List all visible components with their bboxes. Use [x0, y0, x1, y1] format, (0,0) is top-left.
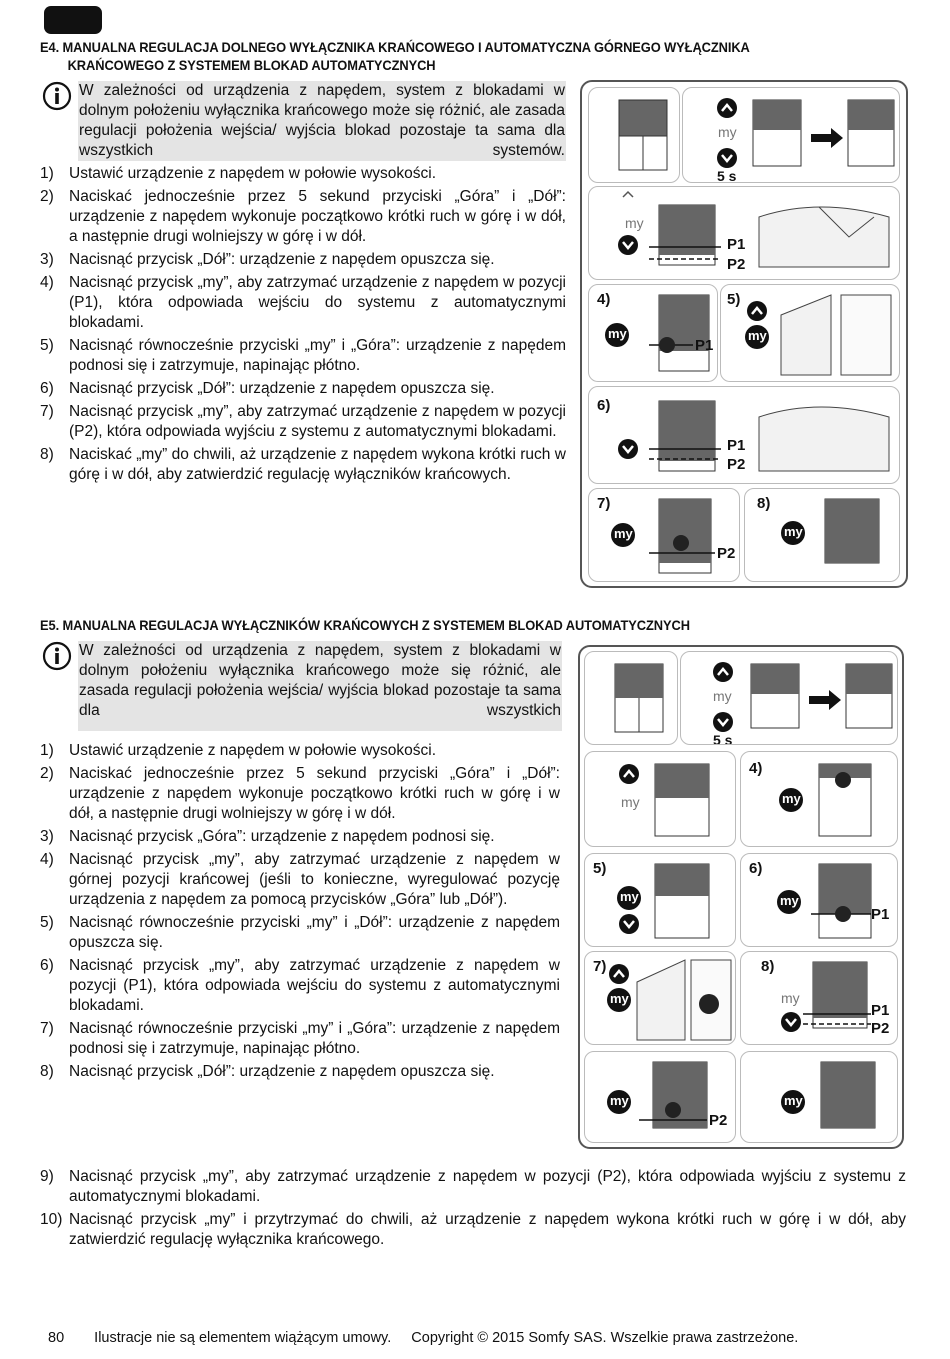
step-item: [40, 379, 566, 399]
e5-figure-panel: [578, 645, 904, 1149]
p1-label: P1: [871, 906, 890, 923]
step-item: [40, 273, 566, 333]
step-text: Nacisnąć przycisk „Dół”: urządzenie z napędem opuszcza się.: [69, 251, 495, 268]
step-number: 2): [40, 765, 54, 782]
e5-steps-list-wide: [40, 1167, 906, 1253]
info-icon: [42, 81, 72, 111]
step-item: [40, 913, 560, 953]
e4-figure-panel: [580, 80, 908, 588]
p2-label: P2: [709, 1112, 728, 1129]
my-button: my: [614, 526, 633, 541]
step-text: Nacisnąć przycisk „my”, aby zatrzymać urządzenie z napędem w pozycji (P2), która odpowiada wyjściu z systemu z automatycznymi blokadami.: [69, 1168, 906, 1205]
e5-info-note: [40, 641, 562, 739]
p2-label: P2: [727, 256, 746, 273]
e4-steps-list: [40, 164, 566, 488]
section-e4-title-line1: E4. MANUALNA REGULACJA DOLNEGO WYŁĄCZNIKA KRAŃCOWEGO I AUTOMATYCZNA GÓRNEGO WYŁĄCZNIKA: [40, 39, 750, 55]
step-item: [40, 250, 566, 270]
step-number: 3): [40, 251, 54, 268]
section-e4-title: [40, 38, 750, 74]
step-text: Nacisnąć przycisk „my” i przytrzymać do chwili, aż urządzenie z napędem wykona krótki ruch w górę i w dół, aby zatwierdzić regulację wyłącznika krańcowego.: [69, 1211, 906, 1248]
e5-fig-10: [740, 1051, 898, 1143]
section-e4-title-line2: KRAŃCOWEGO Z SYSTEMEM BLOKAD AUTOMATYCZNYCH: [67, 57, 436, 73]
e5-fig-1: [584, 651, 678, 745]
my-button: my: [608, 326, 627, 341]
step-7-label: 7): [597, 495, 611, 512]
my-label: my: [718, 124, 737, 140]
my-button: my: [784, 524, 803, 539]
step-item: [40, 764, 560, 824]
step-number: 7): [40, 1020, 54, 1037]
step-number: 5): [40, 337, 54, 354]
e4-fig-7: [588, 488, 740, 582]
page-footer: [48, 1330, 814, 1346]
e5-fig-4: [740, 751, 898, 847]
step-text: Nacisnąć przycisk „my”, aby zatrzymać urządzenie z napędem w pozycji (P1), która odpowiada wejściu do systemu z automatycznymi blokadami.: [69, 274, 566, 331]
step-number: 6): [40, 380, 54, 397]
e5-fig-7: [584, 951, 736, 1045]
step-number: 3): [40, 828, 54, 845]
step-item: [40, 1019, 560, 1059]
step-item: [40, 741, 560, 761]
e5-fig-5: [584, 853, 736, 947]
step-item: [40, 1062, 560, 1082]
step-7-label: 7): [593, 958, 607, 975]
step-text: Nacisnąć przycisk „Dół”: urządzenie z napędem opuszcza się.: [69, 380, 495, 397]
step-item: [40, 164, 566, 184]
step-item: [40, 1210, 906, 1250]
step-text: Naciskać jednocześnie przez 5 sekund przyciski „Góra” i „Dół”: urządzenie z napędem wykonuje początkowo krótki ruch w górę i w dół, a następnie drugi wolniejszy w górę i w dół.: [69, 188, 566, 245]
step-item: [40, 1167, 906, 1207]
info-icon: [42, 641, 72, 671]
language-tab: [44, 6, 102, 34]
e5-info-text: W zależności od urządzenia z napędem, system z blokadami w dolnym położeniu wyłącznika krańcowego może się różnić, ale zasada regulacji położenia wejścia/ wyjścia blokad pozostaje ta sama dla wszystkich: [78, 641, 562, 731]
p1-label: P1: [727, 236, 746, 253]
five-seconds-label: 5 s: [717, 168, 737, 183]
e5-fig-8: [740, 951, 898, 1045]
step-item: [40, 187, 566, 247]
step-number: 10): [40, 1211, 63, 1228]
p2-label: P2: [717, 545, 736, 562]
e4-fig-6: [588, 386, 900, 484]
step-text: Nacisnąć równocześnie przyciski „my” i „Góra”: urządzenie z napędem podnosi się i zatrzymuje, napinając płótno.: [69, 1020, 560, 1057]
step-text: Nacisnąć równocześnie przyciski „my” i „Dół”: urządzenie z napędem opuszcza się.: [69, 914, 560, 951]
e5-fig-6: [740, 853, 898, 947]
step-4-label: 4): [749, 760, 763, 777]
my-button: my: [784, 1093, 803, 1108]
e5-fig-9: [584, 1051, 736, 1143]
step-item: [40, 956, 560, 1016]
p1-label: P1: [871, 1002, 890, 1019]
e4-info-note: [40, 81, 568, 163]
e4-info-text: W zależności od urządzenia z napędem, system z blokadami w dolnym położeniu wyłącznika krańcowego może się różnić, ale zasada regulacji położenia wejścia/ wyjścia blokad pozostaje ta sama dla wszystkich systemów.: [79, 82, 565, 159]
step-8-label: 8): [757, 495, 771, 512]
e4-fig-2: [682, 87, 900, 183]
step-text: Naciskać jednocześnie przez 5 sekund przyciski „Góra” i „Dół”: urządzenie z napędem wykonuje początkowo krótki ruch w górę i w dół, a następnie drugi wolniejszy w górę i w dół.: [69, 765, 560, 822]
step-item: [40, 336, 566, 376]
my-label: my: [713, 688, 732, 704]
step-number: 7): [40, 403, 54, 420]
step-number: 6): [40, 957, 54, 974]
step-8-label: 8): [761, 958, 775, 975]
step-5-label: 5): [727, 291, 741, 308]
e5-fig-2: [680, 651, 898, 745]
step-item: [40, 402, 566, 442]
e4-fig-1: [588, 87, 680, 183]
step-text: Nacisnąć równocześnie przyciski „my” i „Góra”: urządzenie z napędem podnosi się i zatrzymuje, napinając płótno.: [69, 337, 566, 374]
step-6-label: 6): [749, 860, 763, 877]
p1-label: P1: [695, 337, 714, 354]
step-number: 5): [40, 914, 54, 931]
my-button: my: [780, 893, 799, 908]
step-number: 2): [40, 188, 54, 205]
p2-label: P2: [871, 1020, 890, 1037]
step-item: [40, 445, 566, 485]
my-button: my: [620, 889, 639, 904]
e4-fig-3: [588, 186, 900, 280]
step-number: 4): [40, 274, 54, 291]
step-4-label: 4): [597, 291, 611, 308]
step-text: Nacisnąć przycisk „Góra”: urządzenie z napędem podnosi się.: [69, 828, 495, 845]
disclaimer: Ilustracje nie są elementem wiążącym umowy.: [94, 1330, 392, 1346]
page-number: 80: [48, 1330, 65, 1346]
step-item: [40, 850, 560, 910]
e4-fig-8: [744, 488, 900, 582]
section-e5-title: E5. MANUALNA REGULACJA WYŁĄCZNIKÓW KRAŃCOWYCH Z SYSTEMEM BLOKAD AUTOMATYCZNYCH: [40, 617, 690, 633]
five-seconds-label: 5 s: [713, 732, 733, 745]
p2-label: P2: [727, 456, 746, 473]
e5-fig-3: [584, 751, 736, 847]
step-text: Ustawić urządzenie z napędem w połowie wysokości.: [69, 165, 436, 182]
step-number: 1): [40, 742, 54, 759]
step-number: 4): [40, 851, 54, 868]
step-item: [40, 827, 560, 847]
my-button: my: [610, 991, 629, 1006]
p1-label: P1: [727, 437, 746, 454]
my-label: my: [781, 990, 800, 1006]
my-label: my: [625, 215, 644, 231]
step-number: 8): [40, 446, 54, 463]
step-text: Ustawić urządzenie z napędem w połowie wysokości.: [69, 742, 436, 759]
step-6-label: 6): [597, 397, 611, 414]
step-text: Nacisnąć przycisk „Dół”: urządzenie z napędem opuszcza się.: [69, 1063, 495, 1080]
step-number: 8): [40, 1063, 54, 1080]
step-number: 9): [40, 1168, 54, 1185]
copyright: Copyright © 2015 Somfy SAS. Wszelkie prawa zastrzeżone.: [411, 1330, 799, 1346]
step-text: Naciskać „my” do chwili, aż urządzenie z napędem wykona krótki ruch w górę i w dół, aby zatwierdzić regulację wyłączników krańcowych.: [69, 446, 566, 483]
my-button: my: [610, 1093, 629, 1108]
step-text: Nacisnąć przycisk „my”, aby zatrzymać urządzenie z napędem w górnej pozycji krańcowej (jeśli to konieczne, wyregulować pozycję urządzenia z napędem za pomocą przycisków „Góra” lub „Dół”).: [69, 851, 560, 908]
my-button: my: [748, 328, 767, 343]
e4-fig-4: [588, 284, 718, 382]
my-label: my: [621, 794, 640, 810]
step-text: Nacisnąć przycisk „my”, aby zatrzymać urządzenie z napędem w pozycji (P1), która odpowiada wejściu do systemu z automatycznymi blokadami.: [69, 957, 560, 1014]
my-button: my: [782, 791, 801, 806]
step-text: Nacisnąć przycisk „my”, aby zatrzymać urządzenie z napędem w pozycji (P2), która odpowiada wyjściu z systemu z automatycznymi blokadami.: [69, 403, 566, 440]
e5-steps-list: [40, 741, 560, 1085]
step-number: 1): [40, 165, 54, 182]
e4-fig-5: [720, 284, 900, 382]
step-5-label: 5): [593, 860, 607, 877]
